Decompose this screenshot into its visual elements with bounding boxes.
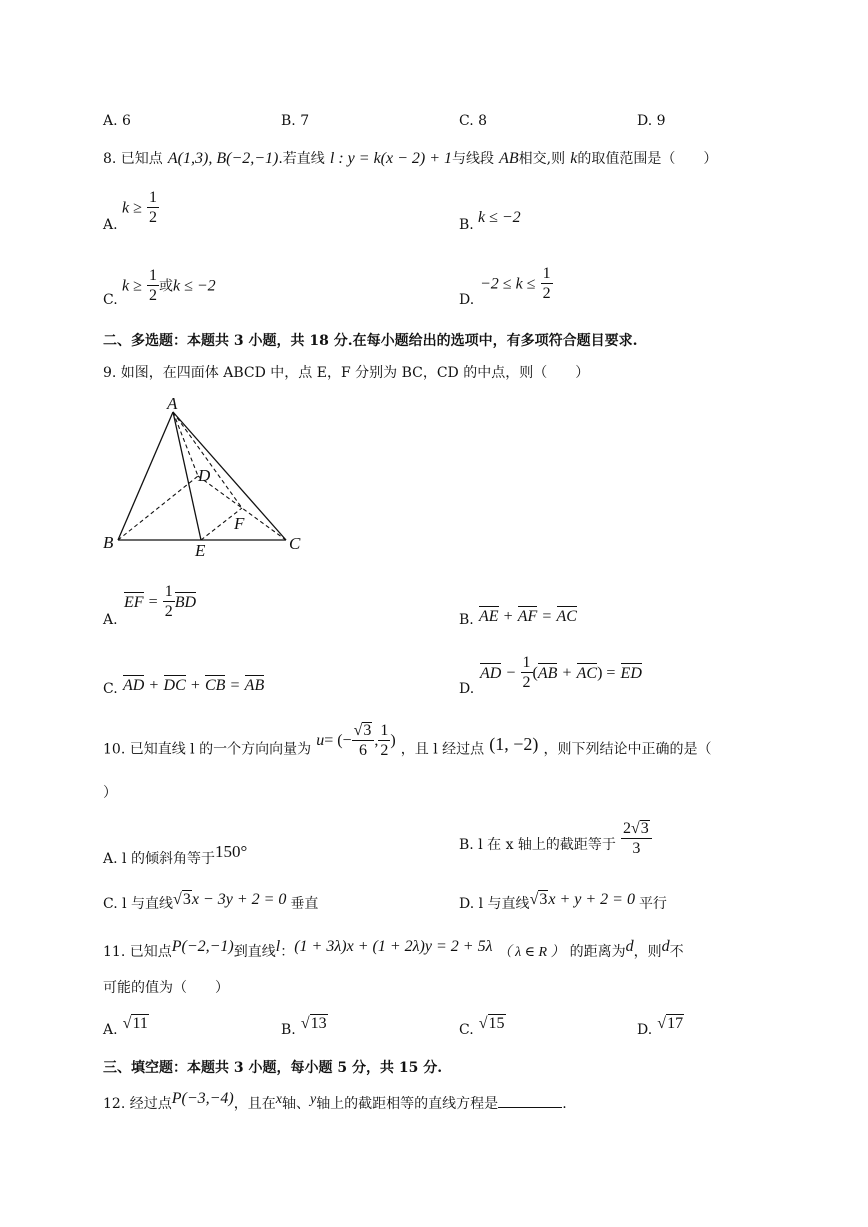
section-3-heading: 三、填空题：本题共 3 小题，每小题 5 分，共 15 分. [103,1060,443,1076]
label-d: D [198,466,211,485]
edge-bd [118,476,198,540]
q8-option-a-label: A. [103,217,118,233]
q10-option-b: B. l 在 x 轴上的截距等于 $\frac{2√3}{3}$ [459,820,652,857]
label-a: A [167,394,178,413]
q10-stem-wrap: ） [103,785,117,801]
section-2-heading: 二、多选题：本题共 3 小题，共 18 分.在每小题给出的选项中，有多项符合题目要求. [103,333,638,349]
q8-option-c-math: k ≥ $\frac{1}{2}$ 或k ≤ −2 [122,267,216,304]
q11-option-d: D. √17 [637,1015,684,1038]
q11-stem: 11. 已知点P(−2,−1)到直线l：(1 + 3λ)x + (1 + 2λ)y = 2 + 5λ （ λ ∈ R ） 的距离为d，则d不 [103,938,684,960]
q8-option-c-label: C. [103,292,118,308]
q8-option-d-math: −2 ≤ k ≤ $\frac{1}{2}$ [480,265,551,302]
q11-option-c: C. √15 [459,1015,505,1038]
tetrahedron-figure [100,392,315,562]
label-e: E [195,541,206,560]
q9-option-b-label: B. [459,612,474,628]
q8-stem: 8. 已知点 A(1,3), B(−2,−1).若直线 l : y = k(x − 2) + 1与线段 AB相交,则 k的取值范围是（ ） [103,150,718,167]
q10-stem: 10. 已知直线 l 的一个方向向量为 u= (− $\frac{√3}{6}$ , $\frac{1}{2}$ ) ，且 l 经过点 (1, −2) ，则下列结论中正确的是（ [103,721,712,759]
q10-option-d: D. l 与直线√3x + y + 2 = 0 平行 [459,891,667,912]
q12-answer-blank[interactable] [498,1093,562,1108]
q11-stem-wrap: 可能的值为（ ） [103,980,229,996]
q12-stem: 12. 经过点P(−3,−4)，且在x轴、y轴上的截距相等的直线方程是 . [103,1090,567,1112]
q9-option-c-math: AD + DC + CB = AB [123,677,265,694]
label-c: C [289,534,301,553]
edge-ab [118,412,173,540]
q9-option-c-label: C. [103,681,118,697]
q9-option-d-math: AD − $\frac{1}{2}$ (AB + AC) = ED [480,654,642,691]
q9-option-b-math: AE + AF = AC [479,608,577,625]
q9-option-a-label: A. [103,612,118,628]
q11-option-a: A. √11 [103,1015,148,1038]
q10-option-a: A. l 的倾斜角等于150° [103,842,248,867]
q10-option-c: C. l 与直线√3x − 3y + 2 = 0 垂直 [103,891,319,912]
q11-option-b: B. √13 [281,1015,327,1038]
label-b: B [103,533,114,552]
q7-option-c: C. 8 [459,113,488,129]
edge-ac [173,412,286,540]
q7-option-a: A. 6 [103,113,131,129]
q9-option-d-label: D. [459,681,475,697]
q8-option-b-label: B. [459,217,474,233]
q8-option-d-label: D. [459,292,475,308]
q8-option-a-math: k ≥ $\frac{1}{2}$ [122,189,157,226]
label-f: F [234,514,245,533]
q9-option-a-math: EF = $\frac{1}{2}$ BD [124,583,197,620]
q9-stem: 9. 如图，在四面体 ABCD 中，点 E，F 分别为 BC，CD 的中点，则（ ） [103,365,590,381]
q7-option-b: B. 7 [281,113,310,129]
q8-option-b-math: k ≤ −2 [478,209,521,226]
q7-option-d: D. 9 [637,113,666,129]
